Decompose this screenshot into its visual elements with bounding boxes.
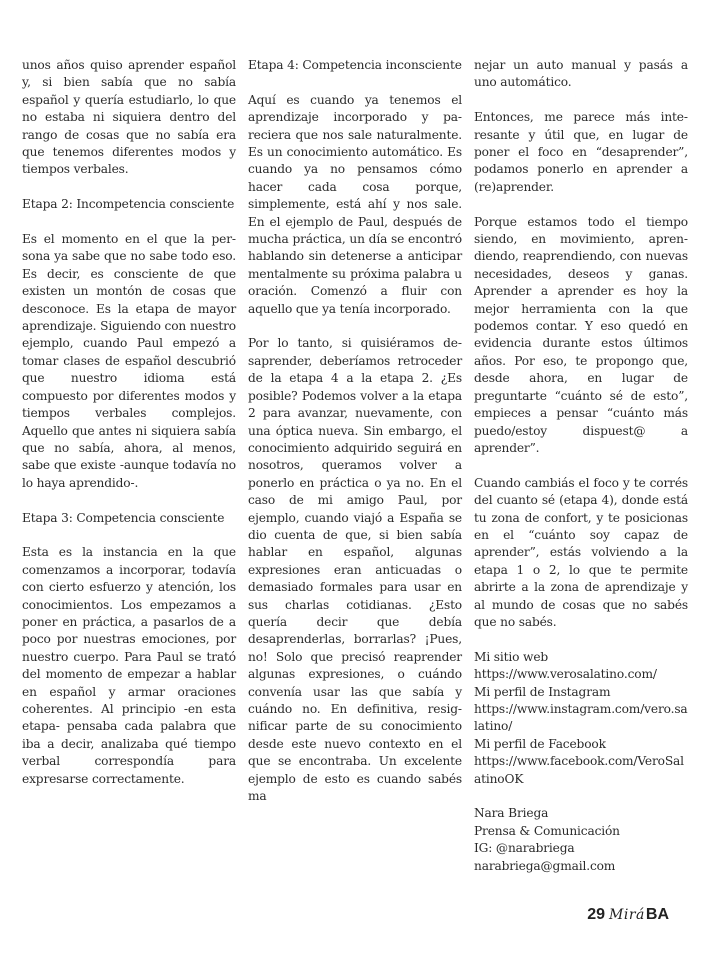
page-number: 29 [587,906,606,923]
heading-etapa-3: Etapa 3: Competencia consciente [22,510,225,525]
website-link[interactable]: https://www.verosalatino.com/ [474,667,657,682]
paragraph-reaprender: Entonces, me parece más interesante y útil que, en lugar de poner el foco en “desaprender”, podamos ponerlo en aprender a (re)aprender. [474,110,688,194]
magazine-logo-ba: BA [645,906,669,923]
article-page [22,57,688,887]
paragraph-etapa-3: Esta es la instancia en la que comenzamos a incorporar, todavía con cierto esfuerzo y atención, los conocimientos. Los empezamos a poner en práctica, a pasarlos de a poco por nuestras emociones, por nuestro cuerpo. Para Paul se trató del momento de empezar a hablar en español y armar oraciones coherentes. Al principio -en esta etapa- pensaba cada palabra que iba a decir, analizaba qué tiempo verbal correspondía para expresarse correctamente. [22,545,236,786]
credit-email[interactable]: narabriega@gmail.com [474,858,616,873]
press-credits [474,805,688,875]
credit-name: Nara Briega [474,806,549,821]
paragraph-aprender-a-aprender: Porque estamos todo el tiempo siendo, en movimiento, aprendiendo, reaprendiendo, con nuevas necesidades, deseos y ganas. Aprender a aprender es hoy la mejor herramienta con la que podemos contar. Y eso quedó en evidencia durante estos últimos años. Por eso, te propongo que, desde ahora, en lugar de preguntarte “cuánto sé de esto”, empieces a pensar “cuánto más puedo/estoy dispuest@ a aprender”. [474,214,688,455]
page-footer [587,906,669,924]
author-links [474,649,688,788]
paragraph-etapa-2: Es el momento en el que la persona ya sabe que no sabe todo eso. Es decir, es consciente de que existen un montón de cosas que desconoce. Es la etapa de mayor aprendizaje. Siguiendo con nuestro ejemplo, cuando Paul empezó a tomar clases de español descubrió que nuestro idioma está compuesto por diferentes modos y tiempos verbales complejos. Aquello que antes ni siquiera sabía que no sabía, ahora, al menos, sabe que existe -aunque todavía no lo haya aprendido-. [22,232,236,490]
credit-role: Prensa & Comunicación [474,823,620,838]
magazine-logo-mira: Mirá [609,907,645,923]
credit-instagram[interactable]: IG: @narabriega [474,841,575,856]
heading-etapa-2: Etapa 2: Incompetencia consciente [22,197,235,212]
column-2 [248,57,462,887]
paragraph-etapa-4: Aquí es cuando ya tenemos el aprendizaje incorporado y pareciera que nos sale naturalmente. Es un conocimiento automático. Es cuando ya no pensamos cómo hacer cada cosa porque, simplemente, está ahí y nos sale. En el ejemplo de Paul, después de mucha práctica, un día se encontró hablando sin detenerse a anticipar mentalmente su próxima palabra u oración. Comenzó a fluir con aquello que ya tenía incorporado. [248,92,462,316]
paragraph-auto-manual: nejar un auto manual y pasás a uno automático. [474,58,688,90]
instagram-label: Mi perfil de Instagram [474,684,611,699]
facebook-label: Mi perfil de Facebook [474,736,606,751]
paragraph-intro-continued: unos años quiso aprender español y, si bien sabía que no sabía español y quería estudiarlo, lo que no estaba ni siquiera dentro del rango de cosas que no sabía era que tenemos diferentes modos y tiempos verbales. [22,58,236,177]
facebook-link[interactable]: https://www.facebook.com/VeroSalatinoOK [474,754,684,786]
instagram-link[interactable]: https://www.instagram.com/vero.salatino/ [474,701,688,734]
column-1 [22,57,236,887]
website-label: Mi sitio web [474,649,549,664]
heading-etapa-4: Etapa 4: Competencia inconsciente [248,58,462,72]
column-3 [474,57,688,887]
paragraph-cambiar-foco: Cuando cambiás el foco y te corrés del cuanto sé (etapa 4), donde está tu zona de confort, y te posicionas en el “cuánto soy capaz de aprender”, estás volviendo a la etapa 1 o 2, lo que te permite abrirte a la zona de aprendizaje y al mundo de cosas que no sabés que no sabés. [474,475,688,629]
paragraph-desaprender: Por lo tanto, si quisiéramos desaprender, deberíamos retroceder de la etapa 4 a la etapa 2. ¿Es posible? Podemos volver a la etapa 2 para avanzar, nuevamente, con una óptica nueva. Sin embargo, el conocimiento adquirido seguirá en nosotros, queramos volver a ponerlo en práctica o ya no. En el caso de mi amigo Paul, por ejemplo, cuando viajó a España se dio cuenta de que, si bien sabía hablar en español, algunas expresiones eran anticuadas o demasiado formales para usar en sus charlas cotidianas. ¿Esto quería decir que debía desaprenderlas, borrarlas? ¡Pues, no! Solo que precisó reaprender algunas expresiones, o cuándo convenía usar las que sabía y cuándo no. En definitiva, resignificar parte de su conocimiento desde este nuevo contexto en el que se encontraba. Un excelente ejemplo de esto es cuando sabés ma [248,336,462,804]
